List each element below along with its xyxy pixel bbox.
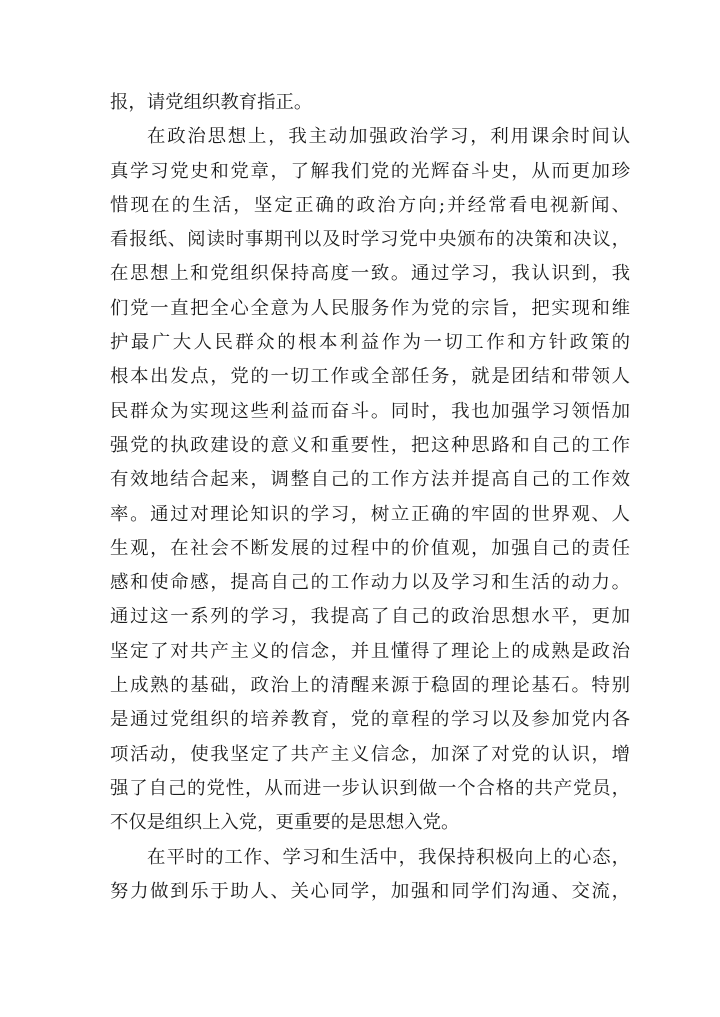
text-line: 不仅是组织上入党，更重要的是思想入党。 — [110, 812, 460, 834]
text-line: 努力做到乐于助人、关心同学，加强和同学们沟通、交流， — [110, 880, 630, 902]
text-line: 项活动，使我坚定了共产主义信念，加深了对党的认识，增 — [110, 743, 630, 765]
paragraph — [110, 841, 630, 910]
text-line: 强了自己的党性，从而进一步认识到做一个合格的共产党员， — [110, 777, 630, 799]
text-line: 民群众为实现这些利益而奋斗。同时，我也加强学习领悟加 — [110, 400, 630, 422]
paragraph — [110, 120, 630, 840]
text-line: 在平时的工作、学习和生活中，我保持积极向上的心态， — [147, 846, 630, 868]
text-line: 看报纸、阅读时事期刊以及时学习党中央颁布的决策和决议， — [110, 229, 630, 251]
text-line: 有效地结合起来，调整自己的工作方法并提高自己的工作效 — [110, 469, 630, 491]
text-line: 率。通过对理论知识的学习，树立正确的牢固的世界观、人 — [110, 503, 630, 525]
text-line: 是通过党组织的培养教育，党的章程的学习以及参加党内各 — [110, 709, 630, 731]
text-line: 通过这一系列的学习，我提高了自己的政治思想水平，更加 — [110, 606, 630, 628]
document-body — [110, 86, 630, 909]
text-line: 根本出发点，党的一切工作或全部任务，就是团结和带领人 — [110, 366, 630, 388]
text-line: 报，请党组织教育指正。 — [110, 92, 313, 113]
text-line: 在思想上和党组织保持高度一致。通过学习，我认识到，我 — [110, 263, 630, 285]
text-line: 真学习党史和党章，了解我们党的光辉奋斗史，从而更加珍 — [110, 160, 630, 182]
text-line: 上成熟的基础，政治上的清醒来源于稳固的理论基石。特别 — [110, 675, 630, 697]
text-line: 在政治思想上，我主动加强政治学习，利用课余时间认 — [147, 126, 630, 148]
paragraph — [110, 86, 630, 120]
text-line: 坚定了对共产主义的信念，并且懂得了理论上的成熟是政治 — [110, 640, 630, 662]
text-line: 惜现在的生活，坚定正确的政治方向;并经常看电视新闻、 — [110, 194, 630, 216]
text-line: 强党的执政建设的意义和重要性，把这种思路和自己的工作 — [110, 434, 630, 456]
text-line: 护最广大人民群众的根本利益作为一切工作和方针政策的 — [110, 332, 630, 354]
text-line: 们党一直把全心全意为人民服务作为党的宗旨，把实现和维 — [110, 297, 630, 319]
text-line: 感和使命感，提高自己的工作动力以及学习和生活的动力。 — [110, 572, 630, 594]
text-line: 生观，在社会不断发展的过程中的价值观，加强自己的责任 — [110, 537, 630, 559]
